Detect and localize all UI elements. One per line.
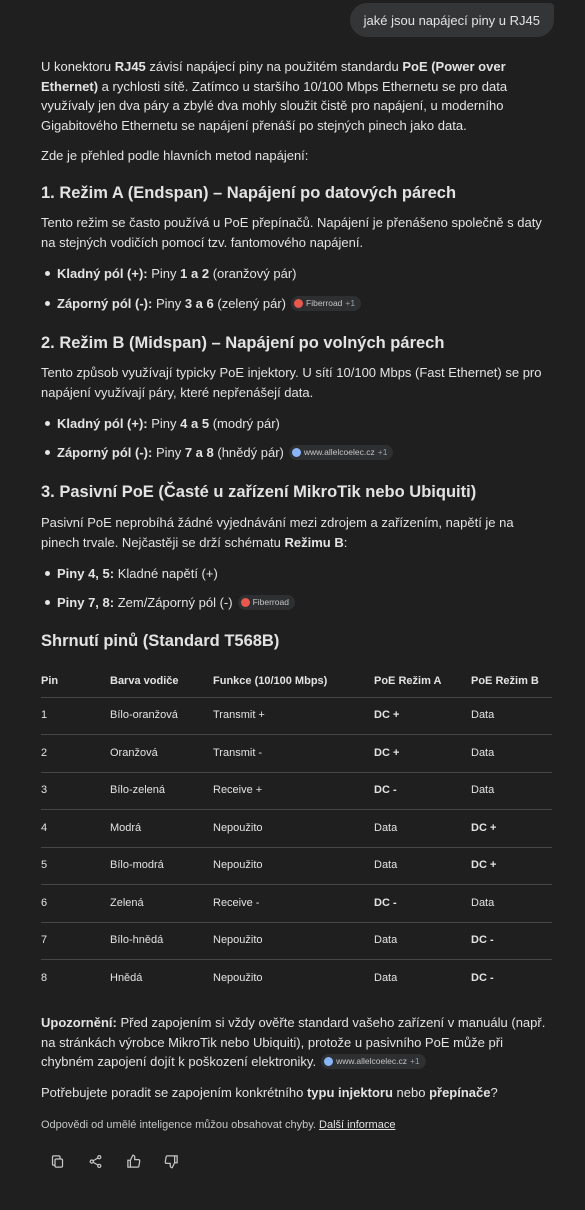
mode-a-positive: [45, 264, 297, 283]
intro-bold-rj45: RJ45: [114, 59, 146, 74]
table-cell: 8: [41, 972, 48, 984]
bullet-text: Kladné napětí (+): [114, 566, 218, 581]
learn-more-link[interactable]: Další informace: [319, 1119, 396, 1131]
intro-overview: Zde je přehled podle hlavních metod napájení:: [41, 148, 309, 163]
table-cell: 2: [41, 735, 110, 773]
source-chip-count: +1: [377, 447, 388, 457]
table-row: [41, 772, 552, 810]
table-cell: 1: [41, 697, 110, 735]
source-chip-allelcoelec[interactable]: [289, 445, 394, 460]
passive-description: [41, 513, 553, 552]
table-row: [41, 960, 552, 998]
bullet-dot: [45, 450, 50, 455]
table-cell: 4: [41, 810, 110, 848]
table-cell: Receive +: [213, 772, 374, 810]
bullet-dot: [45, 301, 50, 306]
bullet-text: (oranžový pár): [209, 266, 297, 281]
heading-passive-poe: 3. Pasivní PoE (Časté u zařízení MikroTik nebo Ubiquiti): [41, 483, 477, 501]
table-cell: Data: [471, 885, 552, 923]
passive-negative: [45, 593, 295, 612]
followup-bold: typu injektoru: [306, 1085, 393, 1100]
intro-text: U konektoru: [41, 59, 115, 74]
table-cell: Transmit +: [213, 697, 374, 735]
source-chip-label: www.allelcoelec.cz: [336, 1056, 407, 1066]
mode-a-description: Tento režim se často používá u PoE přepínačů. Napájení je přenášeno společně s daty na stejných vodičích pomocí tzv. fantomového napájení.: [41, 215, 542, 250]
bullet-dot: [45, 571, 50, 576]
bullet-text: Piny: [147, 416, 181, 431]
table-cell: Hnědá: [110, 972, 143, 984]
mode-b-description: Tento způsob využívají typicky PoE injektory. U sítí 10/100 Mbps (Fast Ethernet) se pro napájení využívají páry, které nepřenášejí data.: [41, 365, 542, 400]
warning-text: Před zapojením si vždy ověřte standard vašeho zařízení v manuálu (např. na stránkách výrobce MikroTik nebo Ubiquiti), protože u pasivního PoE může při chybném zapojení dojít k poškození elektroniky.: [41, 1015, 546, 1069]
bullet-label: Kladný pól (+):: [57, 266, 148, 281]
passive-positive: [45, 564, 218, 583]
bullet-text: Piny: [152, 296, 185, 311]
bullet-text: (modrý pár): [209, 416, 280, 431]
pin-summary-table: [41, 666, 552, 997]
intro-text: a rychlosti sítě. Zatímco u staršího 10/100 Mbps Ethernetu se pro data využívaly jen dva páry a zbylé dva mohly sloužit čistě pro napájení, u moderního Gigabitového Ethernetu se napájení přenáší po stejných pinech jako data.: [41, 78, 508, 133]
table-cell: 7: [41, 922, 110, 960]
thumbs-up-icon[interactable]: [124, 1152, 142, 1170]
table-header-row: [41, 666, 552, 697]
globe-favicon-icon: [324, 1057, 333, 1066]
passive-text: Pasivní PoE neprobíhá žádné vyjednávání mezi zdrojem a zařízením, napětí je na pinech trvale. Nejčastěji se drží schématu: [41, 515, 514, 550]
heading-mode-a: 1. Režim A (Endspan) – Napájení po datových párech: [41, 184, 457, 202]
bullet-label: Kladný pól (+):: [57, 416, 148, 431]
table-cell: Nepoužito: [213, 972, 263, 984]
warning-label: Upozornění:: [41, 1015, 117, 1030]
table-cell: Data: [471, 697, 552, 735]
table-cell: Nepoužito: [213, 847, 374, 885]
ai-disclaimer: [41, 1116, 395, 1135]
followup-text: Potřebujete poradit se zapojením konkrétního: [41, 1085, 307, 1100]
disclaimer-text: Odpovědi od umělé inteligence můžou obsahovat chyby.: [41, 1119, 320, 1131]
table-cell: Data: [374, 847, 471, 885]
table-row: [41, 885, 552, 923]
table-cell: DC +: [374, 735, 471, 773]
bullet-label: Piny 4, 5:: [57, 566, 115, 581]
table-cell: Bílo-hnědá: [110, 922, 213, 960]
bullet-pins: 1 a 2: [180, 266, 210, 281]
mode-b-negative: [45, 443, 393, 462]
table-cell: Zelená: [110, 885, 213, 923]
table-cell: Data: [471, 772, 552, 810]
table-cell: DC -: [471, 972, 494, 984]
globe-favicon-icon: [292, 448, 301, 457]
passive-text: :: [343, 534, 348, 550]
share-icon[interactable]: [86, 1152, 104, 1170]
table-cell: DC +: [471, 847, 552, 885]
bullet-text: Piny: [147, 266, 181, 281]
bullet-dot: [45, 421, 50, 426]
table-cell: Data: [374, 972, 398, 984]
fiberroad-favicon-icon: [241, 598, 250, 607]
table-cell: Bílo-oranžová: [110, 697, 213, 735]
bullet-label: Piny 7, 8:: [57, 595, 115, 610]
table-cell: Modrá: [110, 810, 213, 848]
followup-bold: přepínače: [429, 1085, 491, 1100]
table-cell: 5: [41, 847, 110, 885]
intro-text: závisí napájecí piny na použitém standardu: [145, 59, 403, 74]
table-cell: Transmit -: [213, 735, 374, 773]
table-cell: DC -: [374, 772, 471, 810]
followup-text: nebo: [392, 1085, 430, 1100]
table-row: [41, 847, 552, 885]
source-chip-label: Fiberroad: [306, 298, 343, 308]
source-chip-count: +1: [409, 1056, 420, 1066]
table-cell: Bílo-modrá: [110, 847, 213, 885]
user-message-text: jaké jsou napájecí piny u RJ45: [363, 12, 540, 28]
table-row: [41, 735, 552, 773]
column-header: Pin: [41, 666, 110, 697]
table-cell: DC -: [471, 922, 552, 960]
bullet-label: Záporný pól (-):: [57, 445, 153, 460]
intro-paragraph: [41, 57, 553, 135]
user-message-bubble: [350, 3, 554, 37]
table-cell: DC -: [374, 885, 471, 923]
bullet-text: (zelený pár): [213, 296, 287, 311]
table-cell: Data: [471, 735, 552, 773]
column-header: Funkce (10/100 Mbps): [213, 666, 374, 697]
table-cell: DC +: [471, 810, 552, 848]
table-cell: 3: [41, 772, 110, 810]
bullet-pins: 7 a 8: [184, 445, 214, 460]
heading-mode-b: 2. Režim B (Midspan) – Napájení po volných párech: [41, 334, 445, 352]
warning-paragraph: [41, 1013, 553, 1072]
column-header: Barva vodiče: [110, 666, 213, 697]
table-cell: Nepoužito: [213, 922, 374, 960]
mode-b-positive: [45, 414, 280, 433]
bullet-pins: 4 a 5: [180, 416, 210, 431]
source-chip-label: Fiberroad: [252, 597, 289, 607]
bullet-text: (hnědý pár): [213, 445, 284, 460]
table-row: [41, 810, 552, 848]
followup-text: ?: [490, 1085, 498, 1100]
fiberroad-favicon-icon: [294, 299, 303, 308]
table-row: [41, 697, 552, 735]
table-cell: Oranžová: [110, 735, 213, 773]
source-chip-fiberroad[interactable]: [291, 296, 361, 311]
bullet-pins: 3 a 6: [184, 296, 214, 311]
source-chip-fiberroad[interactable]: [238, 595, 295, 610]
bullet-dot: [45, 600, 50, 605]
heading-summary: Shrnutí pinů (Standard T568B): [41, 632, 280, 650]
table-cell: DC +: [374, 697, 471, 735]
response-actions: [48, 1152, 180, 1170]
followup-question: [41, 1083, 553, 1103]
intro-bold-poe: PoE (Power over Ethernet): [41, 59, 506, 94]
table-cell: 6: [41, 885, 110, 923]
bullet-dot: [45, 271, 50, 276]
column-header: PoE Režim A: [374, 666, 471, 697]
mode-a-negative: [45, 294, 361, 313]
table-row: [41, 922, 552, 960]
table-cell: Nepoužito: [213, 810, 374, 848]
table-cell: Data: [374, 922, 471, 960]
table-cell: Bílo-zelená: [110, 772, 213, 810]
thumbs-down-icon[interactable]: [162, 1152, 180, 1170]
source-chip-count: +1: [345, 298, 356, 308]
passive-bold: Režimu B: [284, 534, 344, 550]
bullet-text: Zem/Záporný pól (-): [114, 595, 233, 610]
source-chip-label: www.allelcoelec.cz: [303, 447, 375, 457]
copy-icon[interactable]: [48, 1152, 66, 1170]
table-cell: Data: [374, 810, 471, 848]
source-chip-allelcoelec[interactable]: [321, 1054, 426, 1069]
bullet-text: Piny: [152, 445, 185, 460]
bullet-label: Záporný pól (-):: [57, 296, 153, 311]
table-cell: Receive -: [213, 885, 374, 923]
column-header: PoE Režim B: [471, 666, 552, 697]
